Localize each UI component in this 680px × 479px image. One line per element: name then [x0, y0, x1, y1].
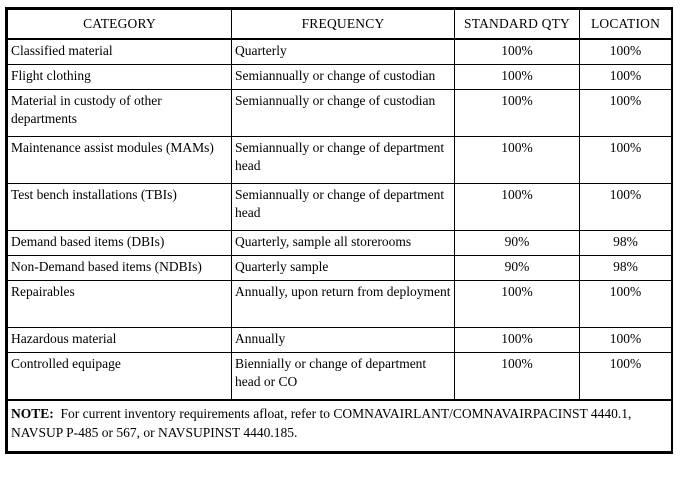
frequency-cell: Quarterly — [232, 39, 455, 65]
frequency-cell: Quarterly, sample all storerooms — [232, 231, 455, 256]
standard-qty-cell: 90% — [455, 231, 580, 256]
frequency-cell: Biennially or change of department head or CO — [232, 353, 455, 401]
table-row — [8, 328, 672, 353]
table-row — [8, 137, 672, 184]
location-cell: 100% — [580, 328, 672, 353]
inventory-requirements-table — [7, 9, 672, 452]
category-cell: Material in custody of other departments — [8, 90, 232, 137]
table-row — [8, 353, 672, 401]
header-location: LOCATION — [580, 10, 672, 40]
category-cell: Repairables — [8, 281, 232, 328]
standard-qty-cell: 100% — [455, 137, 580, 184]
category-cell: Maintenance assist modules (MAMs) — [8, 137, 232, 184]
standard-qty-cell: 90% — [455, 256, 580, 281]
header-standard-qty: STANDARD QTY — [455, 10, 580, 40]
table-row — [8, 231, 672, 256]
note-row — [8, 400, 672, 452]
table-row — [8, 90, 672, 137]
location-cell: 100% — [580, 184, 672, 231]
frequency-cell: Semiannually or change of custodian — [232, 65, 455, 90]
note-cell — [8, 400, 672, 452]
location-cell: 100% — [580, 137, 672, 184]
frequency-cell: Semiannually or change of custodian — [232, 90, 455, 137]
location-cell: 100% — [580, 281, 672, 328]
table-row — [8, 281, 672, 328]
location-cell: 98% — [580, 231, 672, 256]
category-cell: Demand based items (DBIs) — [8, 231, 232, 256]
category-cell: Flight clothing — [8, 65, 232, 90]
standard-qty-cell: 100% — [455, 281, 580, 328]
note-text: For current inventory requirements afloat, refer to COMNAVAIRLANT/COMNAVAIRPACINST 4440.1, NAVSUP P-485 or 567, or NAVSUPINST 4440.185. — [11, 406, 632, 440]
note-label: NOTE: — [11, 406, 54, 421]
header-row — [8, 10, 672, 40]
header-frequency: FREQUENCY — [232, 10, 455, 40]
category-cell: Classified material — [8, 39, 232, 65]
standard-qty-cell: 100% — [455, 184, 580, 231]
frequency-cell: Annually — [232, 328, 455, 353]
standard-qty-cell: 100% — [455, 65, 580, 90]
inventory-requirements-table-frame — [5, 7, 673, 454]
category-cell: Hazardous material — [8, 328, 232, 353]
frequency-cell: Quarterly sample — [232, 256, 455, 281]
category-cell: Non-Demand based items (NDBIs) — [8, 256, 232, 281]
location-cell: 100% — [580, 90, 672, 137]
standard-qty-cell: 100% — [455, 328, 580, 353]
standard-qty-cell: 100% — [455, 353, 580, 401]
category-cell: Controlled equipage — [8, 353, 232, 401]
table-row — [8, 184, 672, 231]
table-row — [8, 39, 672, 65]
header-category: CATEGORY — [8, 10, 232, 40]
location-cell: 100% — [580, 65, 672, 90]
location-cell: 100% — [580, 353, 672, 401]
standard-qty-cell: 100% — [455, 90, 580, 137]
location-cell: 98% — [580, 256, 672, 281]
table-row — [8, 65, 672, 90]
table-row — [8, 256, 672, 281]
frequency-cell: Semiannually or change of department head — [232, 137, 455, 184]
frequency-cell: Semiannually or change of department head — [232, 184, 455, 231]
category-cell: Test bench installations (TBIs) — [8, 184, 232, 231]
frequency-cell: Annually, upon return from deployment — [232, 281, 455, 328]
location-cell: 100% — [580, 39, 672, 65]
standard-qty-cell: 100% — [455, 39, 580, 65]
